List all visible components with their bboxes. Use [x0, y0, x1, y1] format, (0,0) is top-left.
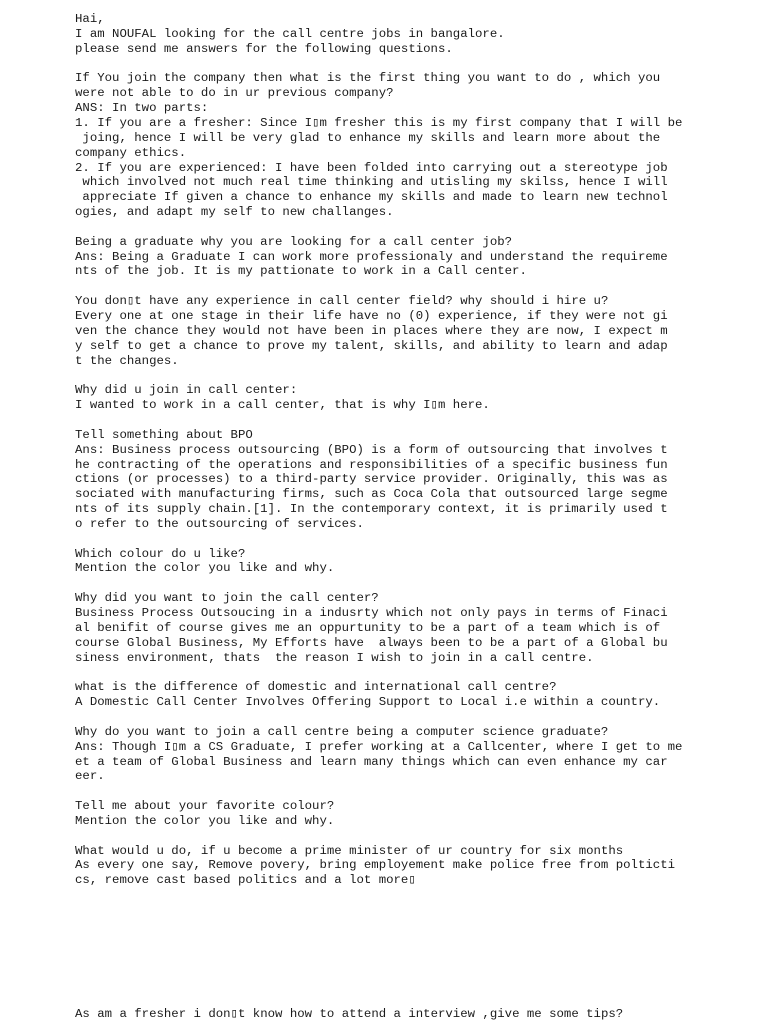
text-line: You don▯t have any experience in call center field? why should i hire u? — [75, 294, 609, 309]
text-line: what is the difference of domestic and international call centre? — [75, 680, 557, 695]
text-line: A Domestic Call Center Involves Offering Support to Local i.e within a country. — [75, 695, 661, 710]
text-line: Mention the color you like and why. — [75, 813, 335, 828]
text-line: ctions (or processes) to a third-party service provider. Originally, this was as — [75, 472, 668, 487]
text-line: y self to get a chance to prove my talent, skills, and ability to learn and adap — [75, 338, 668, 353]
text-line: please send me answers for the following questions. — [75, 41, 453, 56]
text-line: Every one at one stage in their life have no (0) experience, if they were not gi — [75, 309, 668, 323]
text-line: joing, hence I will be very glad to enhance my skills and learn more about the — [75, 130, 661, 145]
text-line: t the changes. — [75, 353, 179, 368]
text-line: 2. If you are experienced: I have been folded into carrying out a stereotype job — [75, 160, 668, 175]
text-line: nts of the job. It is my pattionate to work in a Call center. — [75, 264, 527, 279]
text-line: Mention the color you like and why. — [75, 561, 335, 576]
text-line: Tell something about BPO — [75, 427, 253, 442]
text-line: o refer to the outsourcing of services. — [75, 516, 364, 531]
text-line: company ethics. — [75, 145, 187, 160]
text-line: Being a graduate why you are looking for a call center job? — [75, 234, 513, 249]
text-line: nts of its supply chain.[1]. In the contemporary context, it is primarily used t — [75, 502, 668, 517]
text-line: Tell me about your favorite colour? — [75, 799, 335, 814]
text-line: sociated with manufacturing firms, such as Coca Cola that outsourced large segme — [75, 487, 668, 502]
text-line: I am NOUFAL looking for the call centre jobs in bangalore. — [75, 26, 505, 41]
text-line: 1. If you are a fresher: Since I▯m fresher this is my first company that I will be — [75, 115, 683, 130]
text-line: Hai, — [75, 12, 105, 26]
text-line: course Global Business, My Efforts have always been to be a part of a Global bu — [75, 635, 668, 650]
text-line: Why did u join in call center: — [75, 383, 298, 398]
text-line: Business Process Outsoucing in a indusrty which not only pays in terms of Finaci — [75, 606, 668, 620]
text-line: ANS: In two parts: — [75, 101, 209, 116]
text-line: appreciate If given a chance to enhance my skills and made to learn new technol — [75, 190, 668, 205]
text-line: Why did you want to join the call center? — [75, 591, 379, 606]
text-line: were not able to do in ur previous company? — [75, 86, 394, 101]
text-line: ven the chance they would not have been in places where they are now, I expect m — [75, 323, 668, 338]
text-line: Ans: Though I▯m a CS Graduate, I prefer working at a Callcenter, where I get to me — [75, 739, 683, 754]
text-line: Which colour do u like? — [75, 546, 246, 561]
text-line: which involved not much real time thinking and utisling my skilss, hence I will — [75, 175, 668, 190]
text-line: cs, remove cast based politics and a lot more▯ — [75, 873, 416, 888]
text-line: If You join the company then what is the first thing you want to do , which you — [75, 71, 661, 86]
text-line: al benifit of course gives me an oppurtunity to be a part of a team which is of — [75, 620, 661, 635]
text-line: Why do you want to join a call centre being a computer science graduate? — [75, 724, 609, 739]
text-line: he contracting of the operations and responsibilities of a specific business fun — [75, 457, 668, 472]
text-line: Ans: Business process outsourcing (BPO) is a form of outsourcing that involves t — [75, 442, 668, 457]
text-line: eer. — [75, 769, 105, 784]
text-line: What would u do, if u become a prime minister of ur country for six months — [75, 843, 624, 858]
text-line: ogies, and adapt my self to new challanges. — [75, 205, 394, 220]
text-line: et a team of Global Business and learn many things which can even enhance my car — [75, 754, 668, 769]
text-line: As every one say, Remove povery, bring employement make police free from polticti — [75, 858, 676, 873]
footer-question: As am a fresher i don▯t know how to attend a interview ,give me some tips? — [75, 1007, 624, 1021]
text-line: siness environment, thats the reason I wish to join in a call centre. — [75, 650, 594, 665]
text-line: I wanted to work in a call center, that is why I▯m here. — [75, 398, 490, 413]
text-line: Ans: Being a Graduate I can work more professionaly and understand the requireme — [75, 249, 668, 264]
